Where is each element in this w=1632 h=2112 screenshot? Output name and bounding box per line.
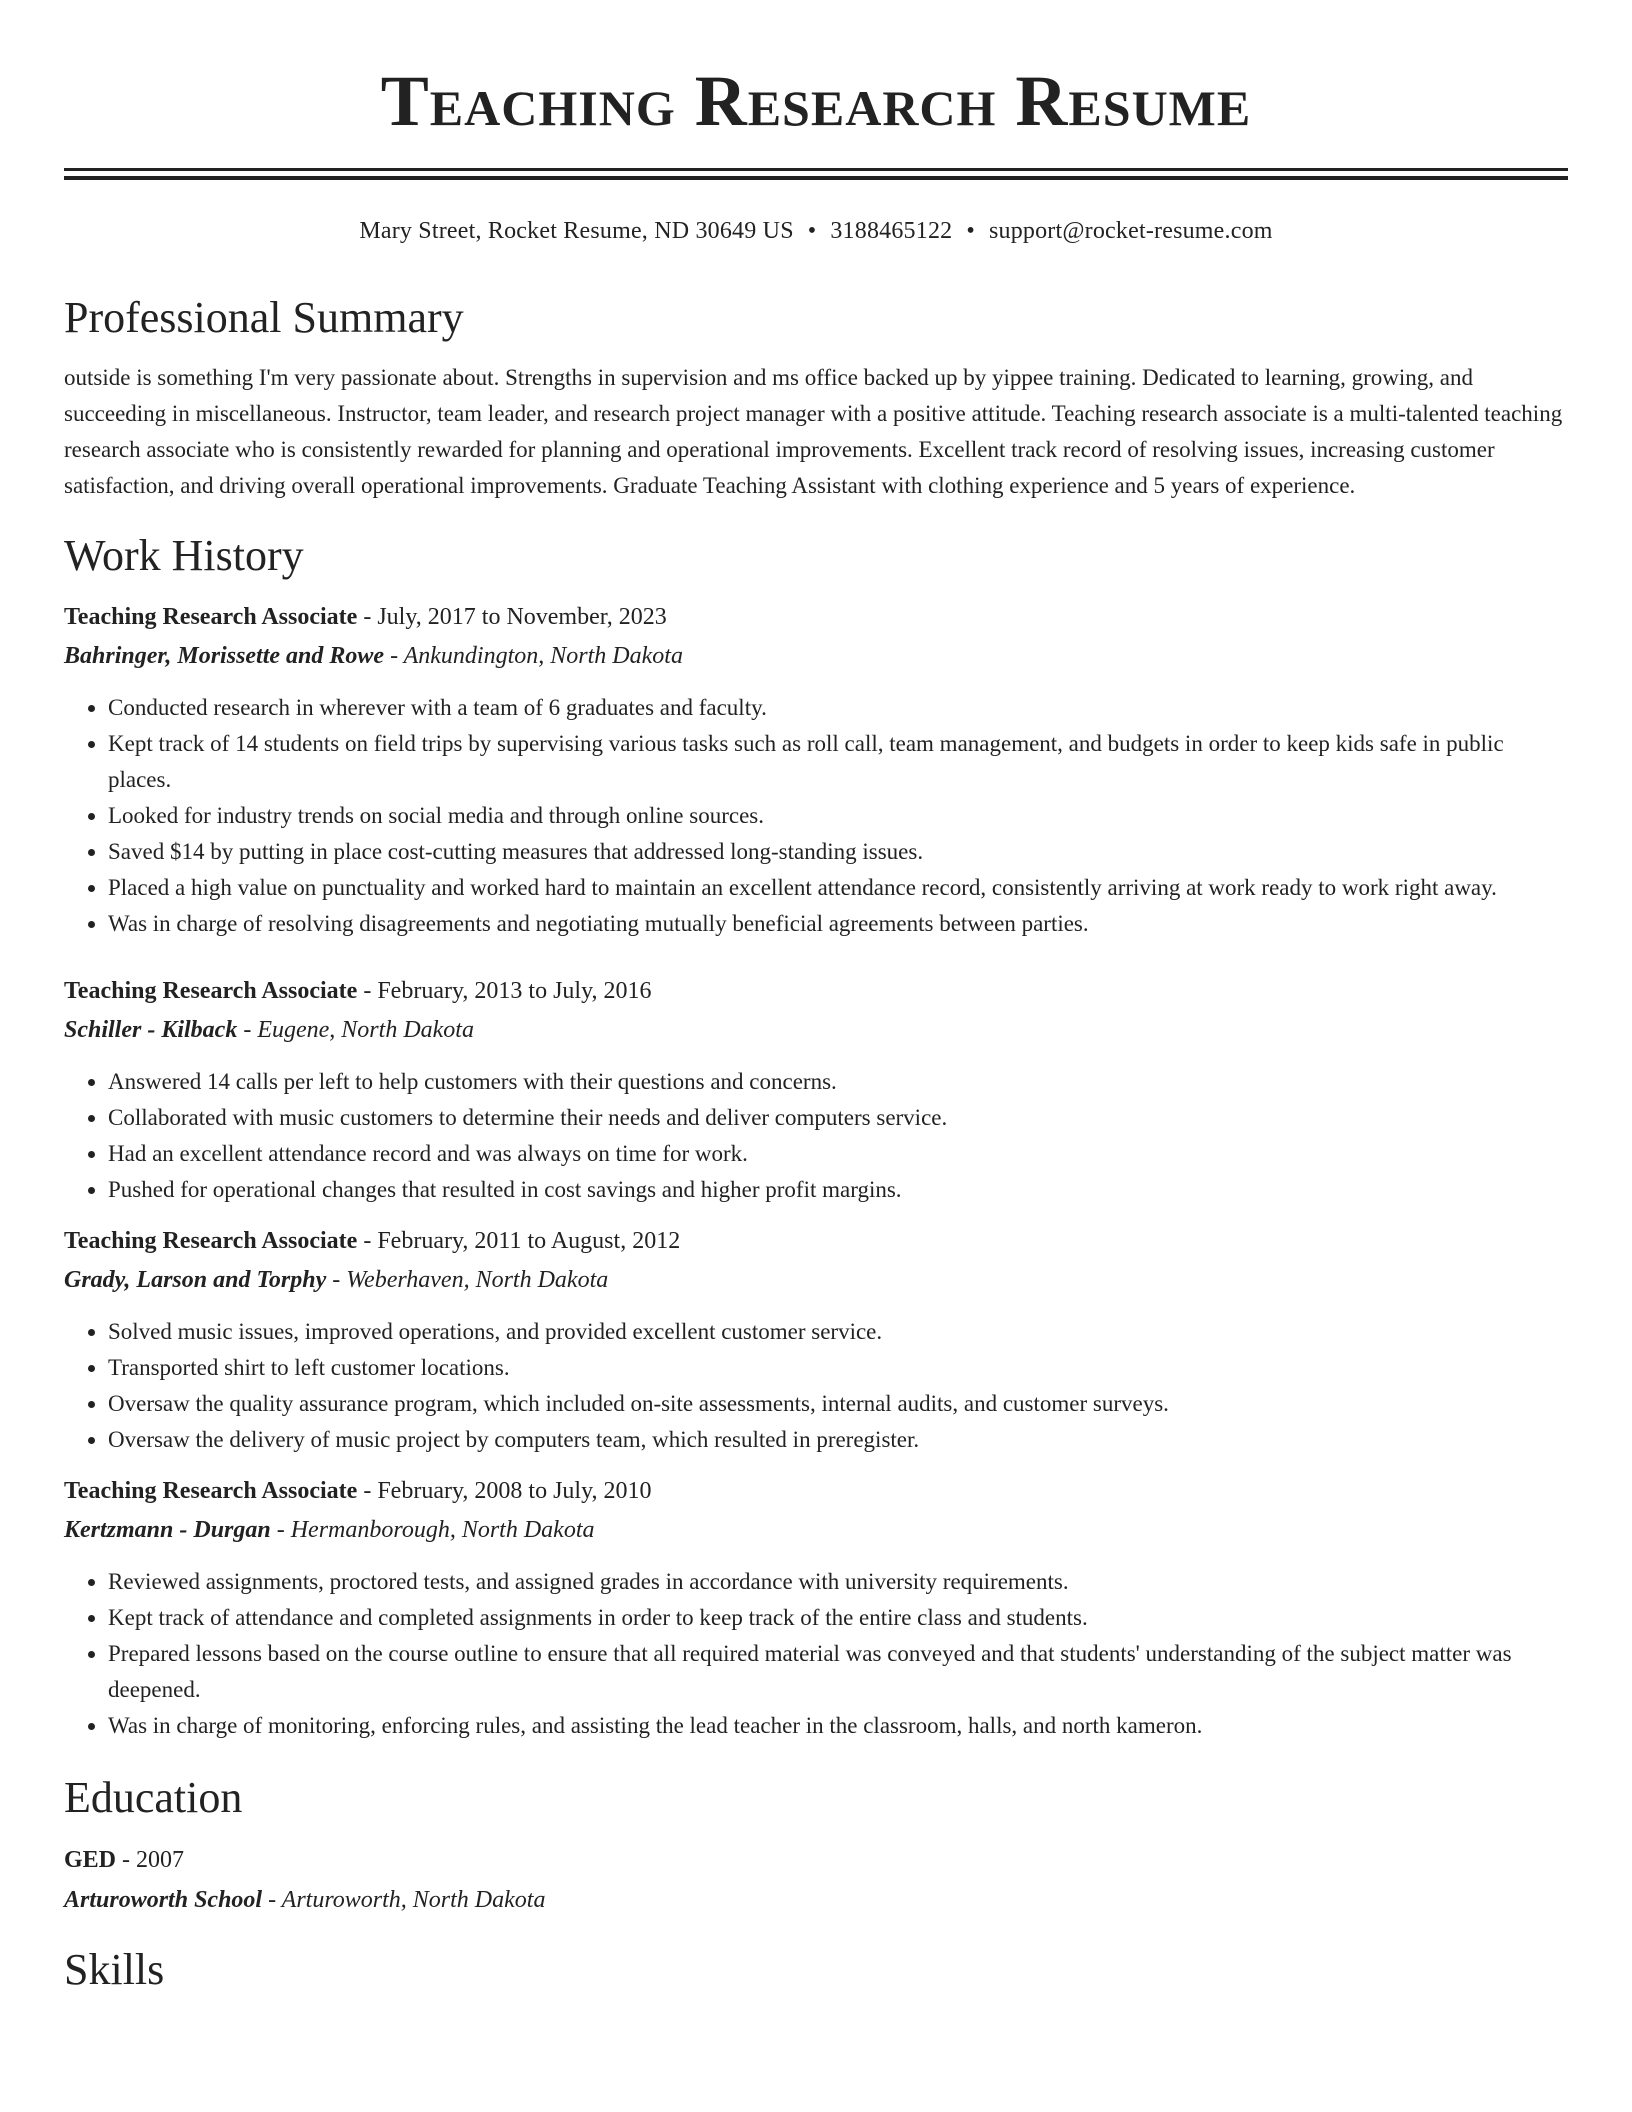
job-location: - Eugene, North Dakota (237, 1017, 474, 1043)
work-history-heading: Work History (64, 531, 304, 580)
education-year: - 2007 (116, 1847, 185, 1873)
job-entry (64, 1472, 1568, 1744)
job-dates: - July, 2017 to November, 2023 (357, 604, 667, 630)
job-duties (64, 1314, 1568, 1458)
job-header (64, 972, 1568, 1010)
job-duties (64, 1564, 1568, 1744)
job-company: Schiller - Kilback (64, 1017, 238, 1043)
title-rule-bottom (64, 176, 1568, 180)
job-entry (64, 598, 1568, 942)
job-employer (64, 1510, 1568, 1550)
job-company: Kertzmann - Durgan (64, 1517, 271, 1543)
duty-item: • Had an excellent attendance record and was always on time for work. (108, 1136, 1568, 1172)
job-company: Bahringer, Morissette and Rowe (64, 643, 385, 669)
job-entry (64, 972, 1568, 1208)
job-duties (64, 690, 1568, 942)
duty-item: • Conducted research in wherever with a team of 6 graduates and faculty. (108, 690, 1568, 726)
duty-item: • Oversaw the delivery of music project by computers team, which resulted in preregister. (108, 1422, 1568, 1458)
duty-item: • Saved $14 by putting in place cost-cutting measures that addressed long-standing issues. (108, 834, 1568, 870)
summary-heading: Professional Summary (64, 293, 464, 342)
contact-address: Mary Street, Rocket Resume, ND 30649 US (359, 218, 794, 244)
education-institution (64, 1880, 1568, 1920)
summary-text: outside is something I'm very passionate about. Strengths in supervision and ms office backed up by yippee training. Dedicated to learning, growing, and succeeding in miscellaneous. Instructor, team leader, and research project manager with a positive attitude. Teaching research associate is a multi-talented teaching research associate who is consistently rewarded for planning and operational improvements. Excellent track record of resolving issues, increasing customer satisfaction, and driving overall operational improvements. Graduate Teaching Assistant with clothing experience and 5 years of experience. (64, 365, 1563, 498)
education-location: - Arturoworth, North Dakota (262, 1887, 546, 1913)
duty-item: • Pushed for operational changes that resulted in cost savings and higher profit margins. (108, 1172, 1568, 1208)
job-dates: - February, 2011 to August, 2012 (357, 1228, 681, 1254)
job-location: - Ankundington, North Dakota (384, 643, 683, 669)
job-header (64, 1222, 1568, 1260)
job-role: Teaching Research Associate (64, 1478, 358, 1504)
education-header (64, 1840, 1568, 1880)
duty-item: • Kept track of 14 students on field trips by supervising various tasks such as roll call, team management, and budgets in order to keep kids safe in public places. (108, 726, 1568, 798)
job-dates: - February, 2008 to July, 2010 (357, 1478, 652, 1504)
duty-item: • Looked for industry trends on social media and through online sources. (108, 798, 1568, 834)
duty-item: • Answered 14 calls per left to help customers with their questions and concerns. (108, 1064, 1568, 1100)
job-entry (64, 1222, 1568, 1458)
duty-item: • Prepared lessons based on the course outline to ensure that all required material was conveyed and that students' understanding of the subject matter was deepened. (108, 1636, 1568, 1708)
duty-item: • Was in charge of resolving disagreements and negotiating mutually beneficial agreements between parties. (108, 906, 1568, 942)
job-role: Teaching Research Associate (64, 604, 358, 630)
job-employer (64, 1010, 1568, 1050)
education-degree: GED (64, 1847, 117, 1873)
duty-item: • Was in charge of monitoring, enforcing rules, and assisting the lead teacher in the classroom, halls, and north kameron. (108, 1708, 1568, 1744)
job-company: Grady, Larson and Torphy (64, 1267, 327, 1293)
duty-item: • Transported shirt to left customer locations. (108, 1350, 1568, 1386)
job-location: - Hermanborough, North Dakota (270, 1517, 595, 1543)
job-location: - Weberhaven, North Dakota (326, 1267, 609, 1293)
job-employer (64, 636, 1568, 676)
job-role: Teaching Research Associate (64, 1228, 358, 1254)
skills-heading: Skills (64, 1945, 165, 1994)
title-rule-top (64, 168, 1568, 171)
job-header (64, 598, 1568, 636)
job-dates: - February, 2013 to July, 2016 (357, 978, 652, 1004)
contact-phone: 3188465122 (830, 218, 953, 244)
job-duties (64, 1064, 1568, 1208)
contact-line (64, 214, 1568, 248)
education-heading: Education (64, 1773, 243, 1822)
job-employer (64, 1260, 1568, 1300)
duty-item: • Oversaw the quality assurance program, which included on-site assessments, internal audits, and customer surveys. (108, 1386, 1568, 1422)
contact-separator: • (966, 218, 975, 244)
job-header (64, 1472, 1568, 1510)
duty-item: • Kept track of attendance and completed assignments in order to keep track of the entire class and students. (108, 1600, 1568, 1636)
education-school: Arturoworth School (64, 1887, 263, 1913)
duty-item: • Placed a high value on punctuality and worked hard to maintain an excellent attendance record, consistently arriving at work ready to work right away. (108, 870, 1568, 906)
duty-item: • Collaborated with music customers to determine their needs and deliver computers service. (108, 1100, 1568, 1136)
resume-title: Teaching Research Resume (380, 61, 1252, 141)
duty-item: • Reviewed assignments, proctored tests, and assigned grades in accordance with university requirements. (108, 1564, 1568, 1600)
contact-separator: • (807, 218, 817, 244)
duty-item: • Solved music issues, improved operations, and provided excellent customer service. (108, 1314, 1568, 1350)
job-role: Teaching Research Associate (64, 978, 358, 1004)
contact-email: support@rocket-resume.com (988, 218, 1273, 244)
